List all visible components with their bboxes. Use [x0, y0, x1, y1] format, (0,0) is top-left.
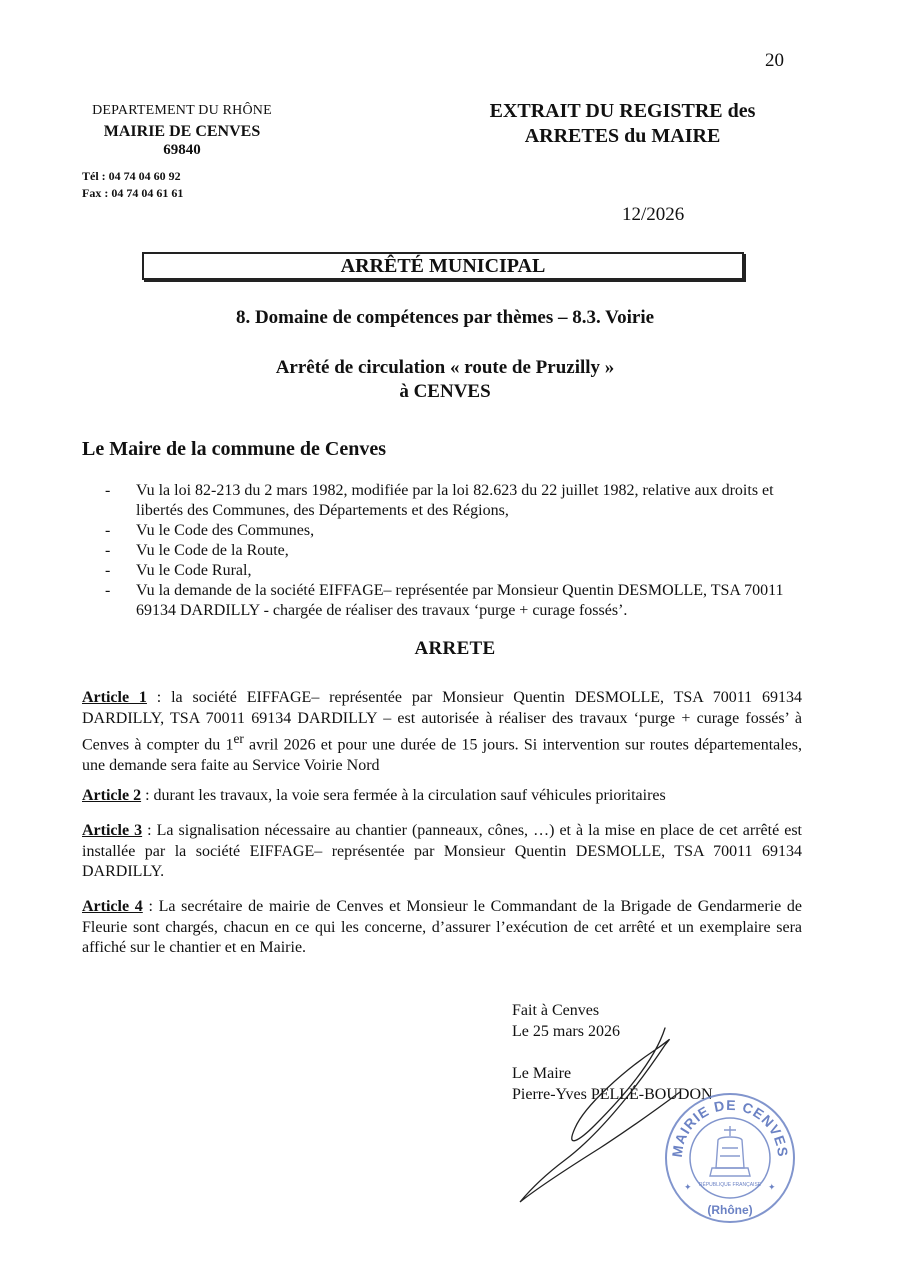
signature-role: Le Maire — [512, 1065, 572, 1082]
dash-bullet: - — [105, 542, 111, 559]
mayor-heading: Le Maire de la commune de Cenves — [82, 438, 387, 460]
article-text: : La signalisation nécessaire au chantier (panneaux, cônes, …) et à la mise en place de cet arrêté est installée par la société EIFFAGE– représentée par Monsieur Quentin DESMOLLE, TSA 70011 69134 DARDILLY. — [82, 822, 803, 880]
article-text: : la société EIFFAGE– représentée par Monsieur Quentin DESMOLLE, TSA 70011 69134 DARDILLY, TSA 70011 69134 DARDILLY – est autorisée à réaliser des travaux ‘purge + curage fossés’ à Cenves à compter du 1 — [82, 689, 803, 754]
list-item — [105, 481, 805, 521]
dash-bullet: - — [105, 482, 111, 499]
subject-line-2: à CENVES — [399, 380, 491, 402]
postal-code: 69840 — [163, 141, 201, 158]
article-label: Article 1 — [82, 689, 147, 706]
list-item-text: Vu la loi 82-213 du 2 mars 1982, modifiée par la loi 82.623 du 22 juillet 1982, relative aux droits et libertés des Communes, des Départements et des Régions, — [136, 482, 774, 519]
register-header — [470, 99, 775, 149]
vu-list — [105, 481, 805, 621]
article-4 — [82, 897, 802, 959]
dash-bullet: - — [105, 562, 111, 579]
seal-star-icon: ✦ — [684, 1182, 692, 1192]
article-label: Article 2 — [82, 787, 142, 804]
list-item — [105, 581, 805, 621]
signature-date: Le 25 mars 2026 — [512, 1023, 620, 1040]
list-item — [105, 561, 805, 581]
subject-line-1: Arrêté de circulation « route de Pruzilly » — [275, 357, 615, 378]
article-superscript: er — [233, 731, 244, 746]
seal-top-text: MAIRIE DE CENVES — [668, 1096, 792, 1159]
article-label: Article 3 — [82, 822, 143, 839]
list-item-text: Vu le Code des Communes, — [136, 522, 315, 539]
register-line-1: EXTRAIT DU REGISTRE des — [489, 100, 756, 122]
document-title-box — [142, 252, 744, 280]
list-item — [105, 521, 805, 541]
list-item-text: Vu le Code de la Route, — [136, 542, 289, 559]
article-text: : La secrétaire de mairie de Cenves et Monsieur le Commandant de la Brigade de Gendarmerie de Fleurie sont chargés, chacun en ce qui les concerne, d’assurer l’exécution de cet arrêté et un exemplaire sera affiché sur le chantier et en Mairie. — [82, 898, 803, 956]
dash-bullet: - — [105, 522, 111, 539]
list-item — [105, 541, 805, 561]
arrete-heading: ARRETE — [414, 638, 496, 659]
subject — [0, 356, 890, 404]
article-label: Article 4 — [82, 898, 143, 915]
register-line-2: ARRETES du MAIRE — [524, 125, 721, 147]
mairie-header — [82, 103, 282, 159]
contact-info — [82, 168, 183, 203]
list-item-text: Vu le Code Rural, — [136, 562, 252, 579]
reference-number: 12/2026 — [622, 204, 685, 225]
document-title: ARRÊTÉ MUNICIPAL — [340, 255, 546, 277]
list-item-text: Vu la demande de la société EIFFAGE– représentée par Monsieur Quentin DESMOLLE, TSA 70011 69134 DARDILLY - chargée de réaliser des travaux ‘purge + curage fossés’. — [136, 582, 784, 619]
article-1 — [82, 688, 802, 776]
fax: Fax : 04 74 04 61 61 — [82, 186, 184, 201]
article-2 — [82, 786, 802, 807]
domain-line: 8. Domaine de compétences par thèmes – 8.3. Voirie — [235, 307, 655, 328]
page-number: 20 — [765, 50, 784, 71]
telephone: Tél : 04 74 04 60 92 — [82, 169, 181, 183]
dash-bullet: - — [105, 582, 111, 599]
seal-star-icon: ✦ — [768, 1182, 776, 1192]
seal-middle-text: RÉPUBLIQUE FRANÇAISE — [698, 1182, 762, 1188]
article-text: : durant les travaux, la voie sera fermée à la circulation sauf véhicules prioritaires — [141, 787, 666, 804]
article-text-continued: avril 2026 et pour une durée de 15 jours. Si intervention sur routes départementales, une demande sera faite au Service Voirie Nord — [82, 736, 803, 774]
mairie-name: MAIRIE DE CENVES — [103, 122, 261, 140]
signature-name: Pierre-Yves PELLÉ-BOUDON — [512, 1086, 713, 1103]
department-name: DEPARTEMENT DU RHÔNE — [92, 103, 272, 118]
seal-bottom-text: (Rhône) — [707, 1203, 753, 1217]
mairie-seal — [662, 1090, 798, 1226]
article-3 — [82, 821, 802, 883]
signature-place: Fait à Cenves — [512, 1002, 600, 1019]
